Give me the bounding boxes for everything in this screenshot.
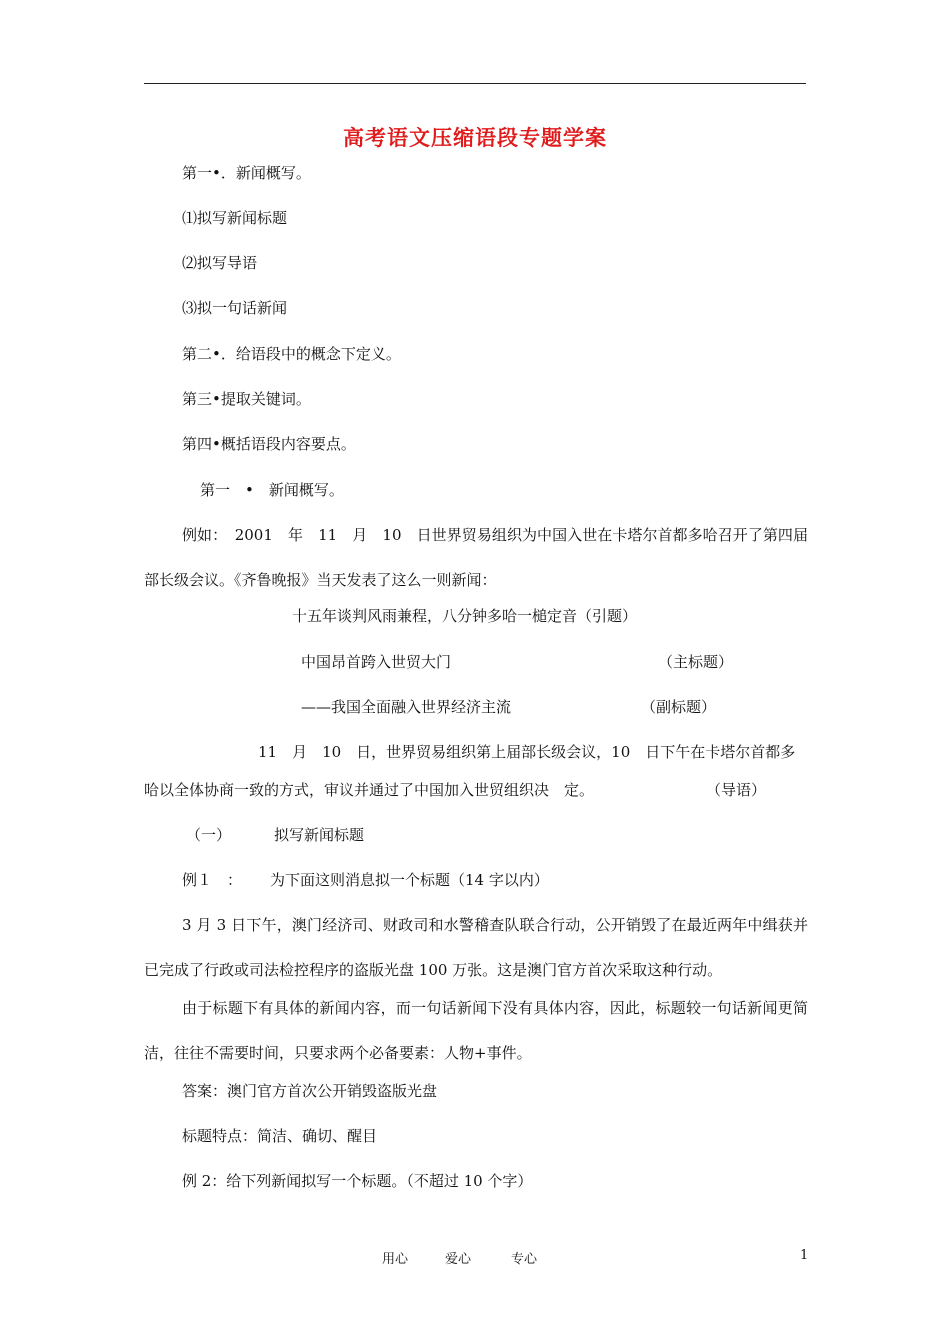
subsection1-number: （一） — [186, 826, 232, 844]
outline-item-6: 第三•提取关键词。 — [182, 390, 311, 408]
example2-line: 例 2：给下列新闻拟写一个标题。（不超过 10 个字） — [182, 1172, 533, 1190]
lead-tag: （导语） — [706, 781, 767, 799]
example1-label: 例１ ： — [182, 871, 243, 889]
outline-item-4: ⑶拟一句话新闻 — [182, 299, 288, 317]
document-title: 高考语文压缩语段专题学案 — [343, 126, 607, 150]
lead-paragraph-line-2: 哈以全体协商一致的方式，审议并通过了中国加入世贸组织决 定。 — [144, 781, 595, 799]
title-features-line: 标题特点：简洁、确切、醒目 — [182, 1127, 378, 1145]
footer-motto-1: 用心 — [382, 1252, 409, 1267]
headline-sub-tag: （副标题） — [641, 698, 717, 716]
headline-main-tag: （主标题） — [658, 653, 734, 671]
headline-main: 中国昂首跨入世贸大门 — [301, 653, 452, 671]
lead-paragraph-line-1: 11 月 10 日，世界贸易组织第上届部长级会议，10 日下午在卡塔尔首都多 — [258, 743, 796, 761]
explanation-paragraph: 由于标题下有具体的新闻内容，而一句话新闻下没有具体内容，因此，标题较一句话新闻更简洁，往往不需要时间，只要求两个必备要素：人物+事件。 — [144, 999, 808, 1062]
outline-item-5: 第二•．给语段中的概念下定义。 — [182, 345, 401, 363]
headline-lead: 十五年谈判风雨兼程，八分钟多哈一槌定音（引题） — [292, 607, 638, 625]
footer-motto-3: 专心 — [511, 1252, 538, 1267]
answer-line: 答案：澳门官方首次公开销毁盗版光盘 — [182, 1082, 438, 1100]
headline-sub: ——我国全面融入世界经济主流 — [301, 698, 512, 716]
section1-heading: 第一 • 新闻概写。 — [200, 481, 344, 499]
example1-task: 为下面这则消息拟一个标题（14 字以内） — [270, 871, 549, 889]
outline-item-1: 第一•．新闻概写。 — [182, 164, 311, 182]
example1-news-text: 3 月 3 日下午，澳门经济司、财政司和水警稽查队联合行动，公开销毁了在最近两年中缉获并已完成了行政或司法检控程序的盗版光盘 100 万张。这是澳门官方首次采取这种行动。 — [144, 916, 808, 979]
outline-item-3: ⑵拟写导语 — [182, 254, 258, 272]
header-rule — [144, 83, 806, 84]
outline-item-2: ⑴拟写新闻标题 — [182, 209, 288, 227]
footer-motto-2: 爱心 — [445, 1252, 472, 1267]
subsection1-label: 拟写新闻标题 — [274, 826, 365, 844]
page-number: 1 — [800, 1248, 809, 1263]
outline-item-7: 第四•概括语段内容要点。 — [182, 435, 356, 453]
example-paragraph: 例如： 2001 年 11 月 10 日世界贸易组织为中国入世在卡塔尔首都多哈召开了第四届部长级会议。《齐鲁晚报》当天发表了这么一则新闻： — [144, 526, 808, 589]
